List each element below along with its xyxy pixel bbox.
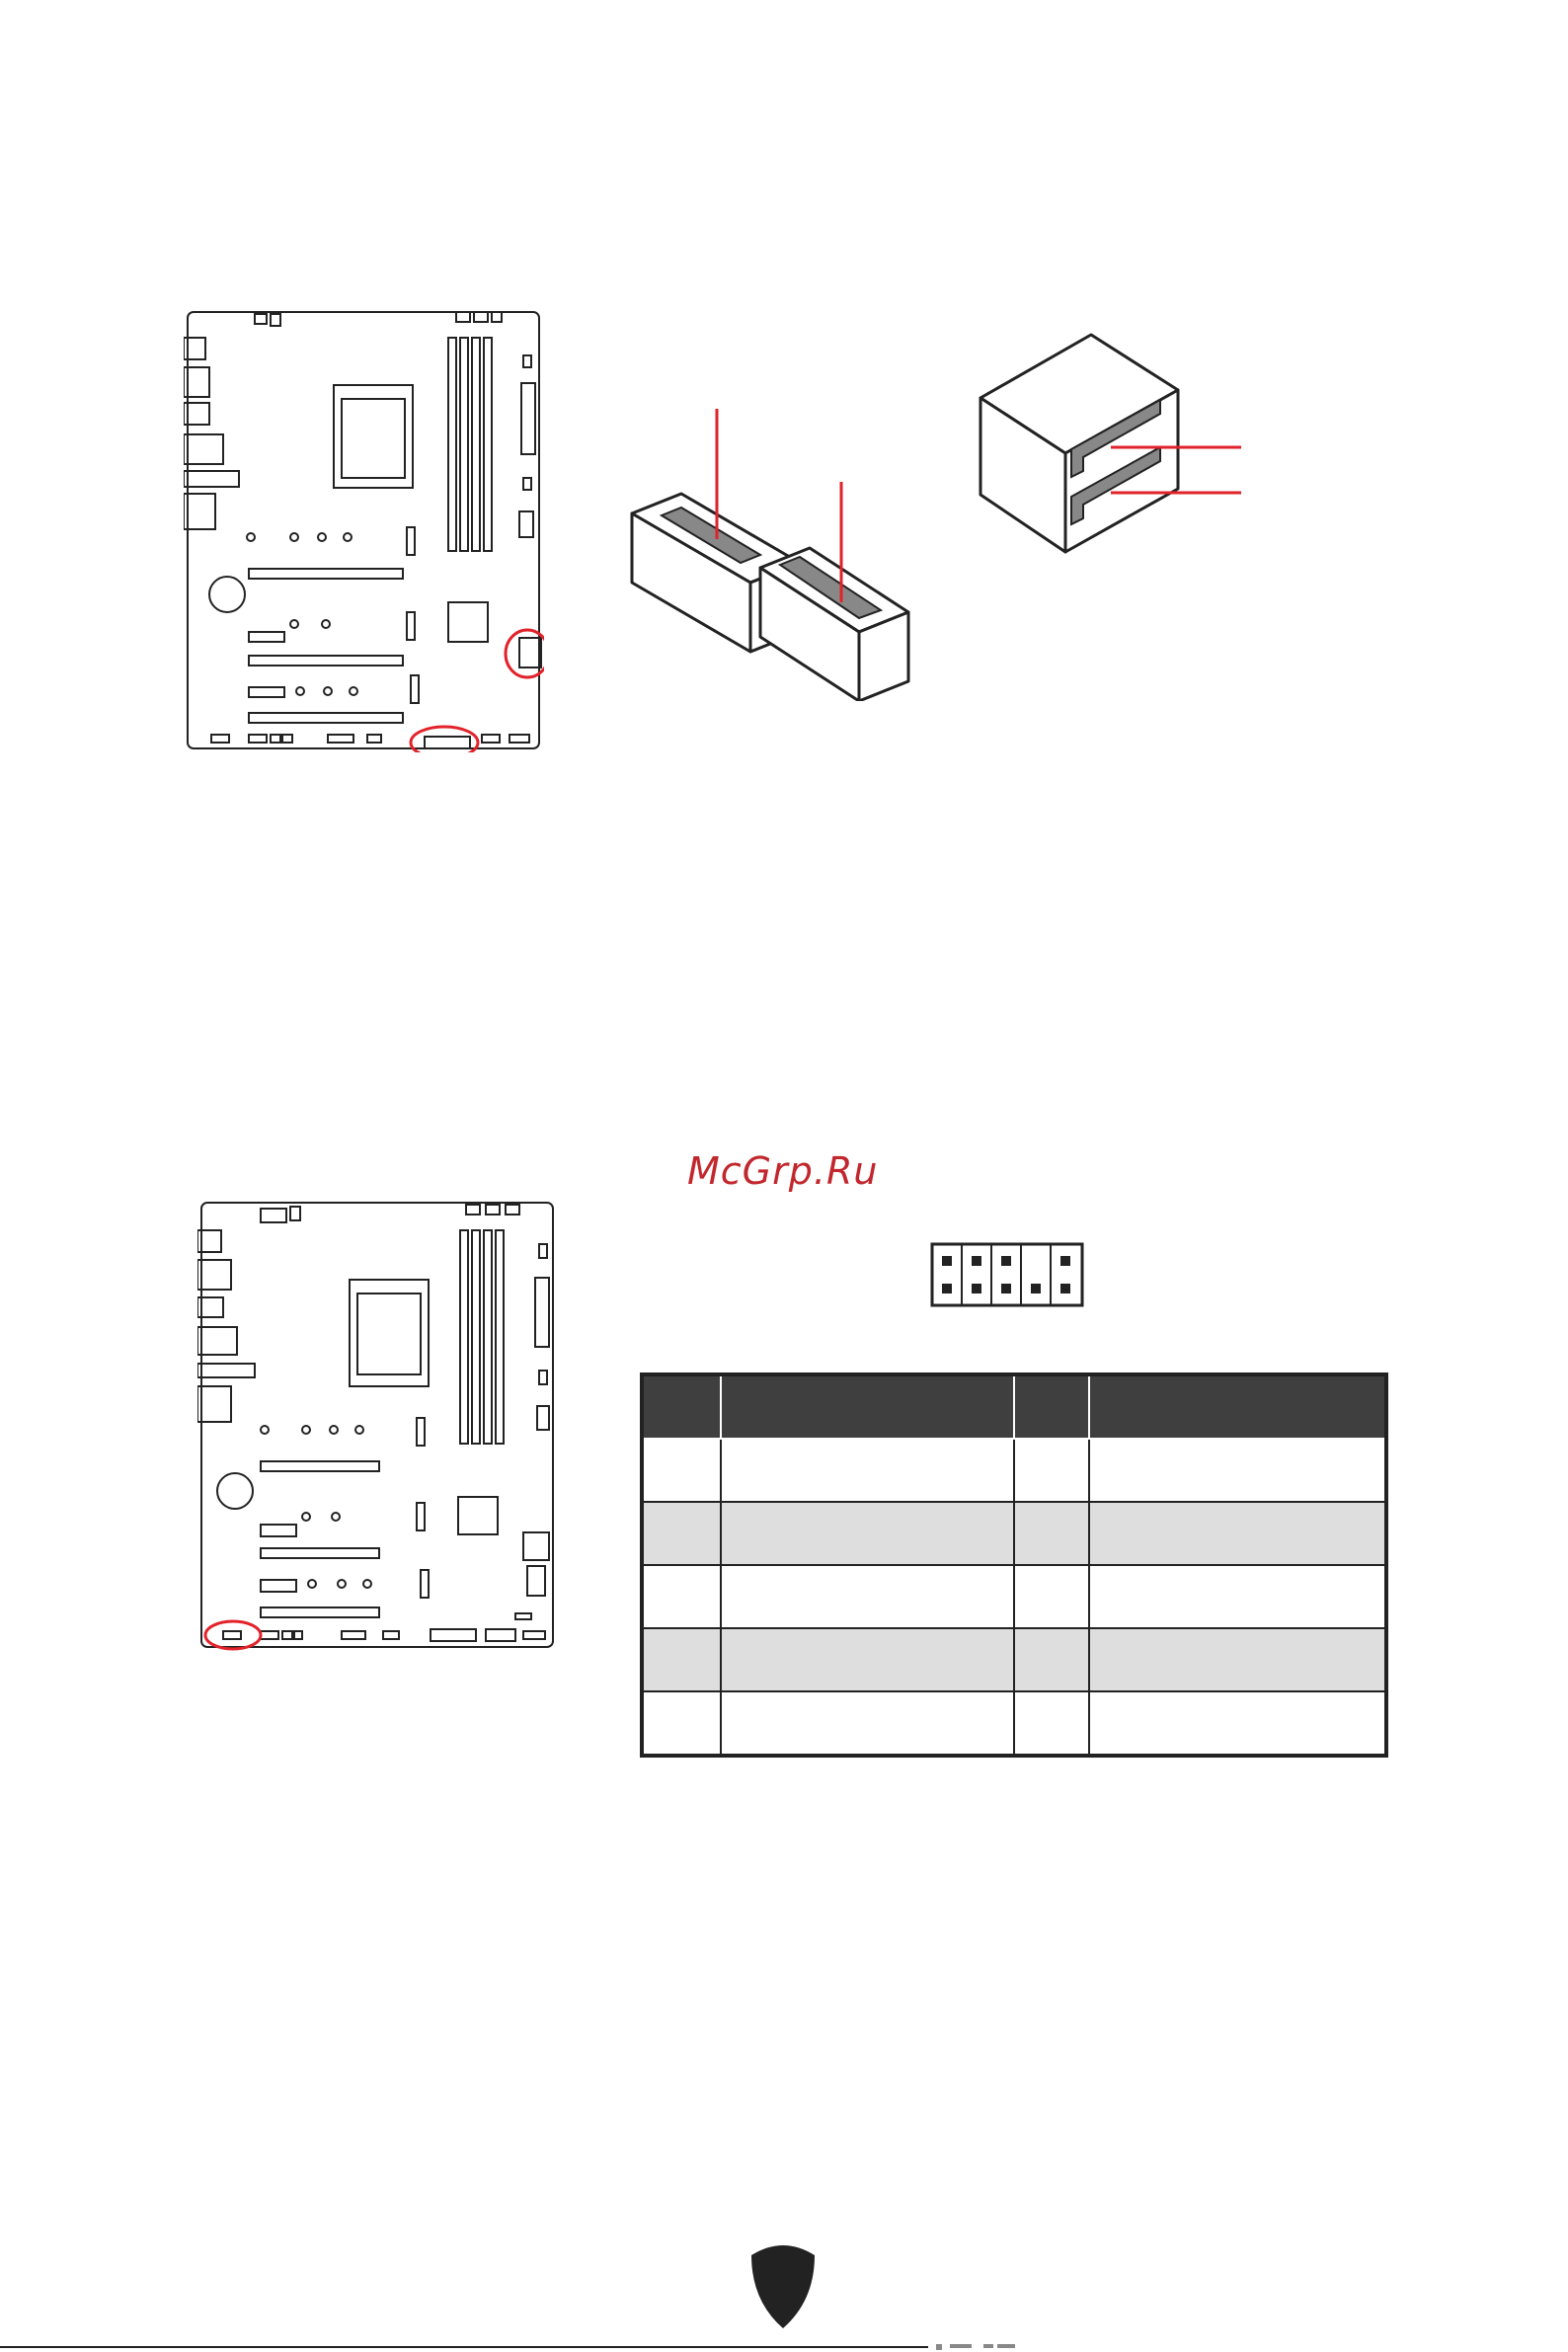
motherboard-diagram-top: [184, 308, 544, 752]
table-cell: [642, 1628, 721, 1691]
table-header-signal-2: [1089, 1374, 1386, 1439]
shield-logo-icon: [749, 2241, 817, 2330]
table-cell: [1014, 1565, 1089, 1628]
table-header-pin-2: [1014, 1374, 1089, 1439]
table-cell: [721, 1565, 1014, 1628]
table-row: [642, 1628, 1386, 1691]
motherboard-diagram-bottom: [197, 1201, 558, 1655]
table-row: [642, 1439, 1386, 1502]
pin-header-diagram: [930, 1242, 1084, 1307]
table-row: [642, 1691, 1386, 1756]
table-cell: [721, 1691, 1014, 1756]
table-cell: [1089, 1628, 1386, 1691]
table-cell: [1089, 1439, 1386, 1502]
table-row: [642, 1502, 1386, 1565]
table-cell: [642, 1439, 721, 1502]
table-cell: [642, 1691, 721, 1756]
table-cell: [1089, 1565, 1386, 1628]
table-cell: [1014, 1628, 1089, 1691]
table-header-signal-1: [721, 1374, 1014, 1439]
watermark: McGrp.Ru: [687, 1149, 879, 1193]
sata-port-cube-diagram: [973, 331, 1259, 558]
table-cell: [721, 1628, 1014, 1691]
table-header-row: [642, 1374, 1386, 1439]
table-cell: [721, 1439, 1014, 1502]
table-cell: [1014, 1439, 1089, 1502]
table-row: [642, 1565, 1386, 1628]
table-cell: [721, 1502, 1014, 1565]
footer-marks: [936, 2342, 1055, 2352]
table-cell: [1089, 1502, 1386, 1565]
table-cell: [642, 1502, 721, 1565]
sata-connector-diagram: [622, 405, 918, 701]
footer-divider: [0, 2346, 928, 2348]
table-cell: [1089, 1691, 1386, 1756]
table-cell: [1014, 1502, 1089, 1565]
table-cell: [1014, 1691, 1089, 1756]
table-cell: [642, 1565, 721, 1628]
table-header-pin-1: [642, 1374, 721, 1439]
pin-definition-table: [640, 1372, 1388, 1758]
